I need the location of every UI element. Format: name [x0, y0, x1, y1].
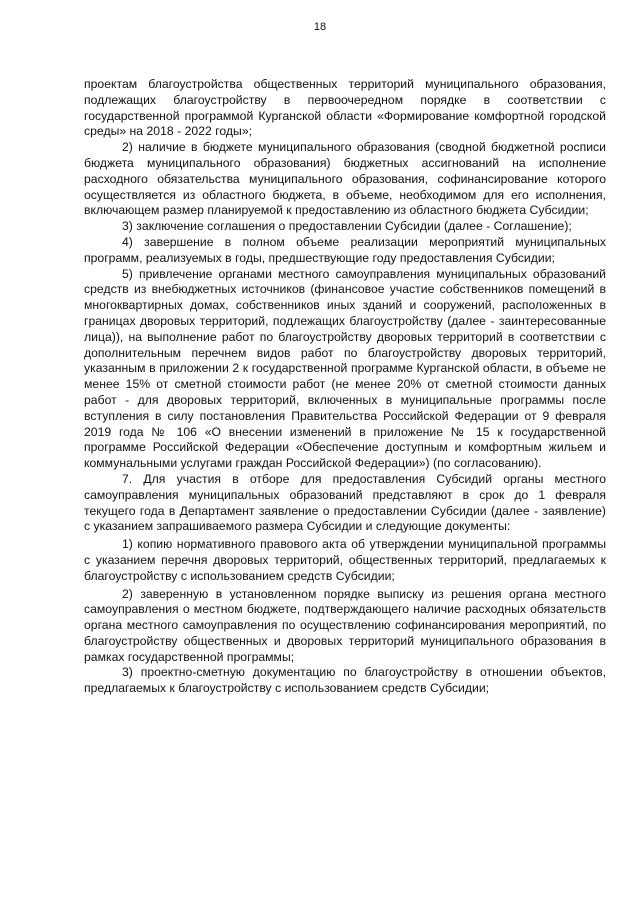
paragraph-doc-3: 3) проектно-сметную документацию по благоустройству в отношении объектов, предлагаемых к благоустройству с использованием средств Субсидии; [84, 665, 606, 696]
paragraph-continuation: проектам благоустройства общественных территорий муниципального образования, подлежащих благоустройству в первоочередном порядке в соответствии с государственной программой Курганской области «Формирование комфортной городской среды» на 2018 - 2022 годы»; [84, 77, 606, 139]
paragraph-item-2: 2) наличие в бюджете муниципального образования (сводной бюджетной росписи бюджета муниципального образования) бюджетных ассигнований на исполнение расходного обязательства муниципального образования, софинансирование которого осуществляется из областного бюджета, в объеме, необходимом для его исполнения, включающем размер планируемой к предоставлению из областного бюджета Субсидии; [84, 140, 606, 218]
document-body [84, 77, 606, 697]
page-number: 18 [313, 21, 327, 33]
paragraph-item-4: 4) завершение в полном объеме реализации мероприятий муниципальных программ, реализуемых в годы, предшествующие году предоставления Субсидии; [84, 234, 606, 265]
paragraph-doc-1: 1) копию нормативного правового акта об утверждении муниципальной программы с указанием перечня дворовых территорий, общественных территорий, предлагаемых к благоустройству с использованием средств Субсидии; [84, 537, 606, 583]
paragraph-doc-2: 2) заверенную в установленном порядке выписку из решения органа местного самоуправления о местном бюджете, подтверждающего наличие расходных обязательств органа местного самоуправления по осуществлению софинансирования мероприятий, по благоустройству общественных и дворовых территорий муниципального образования в рамках государственной программы; [84, 586, 606, 664]
paragraph-item-5: 5) привлечение органами местного самоуправления муниципальных образований средств из внебюджетных источников (финансовое участие собственников помещений в многоквартирных домах, собственников иных зданий и сооружений, расположенных в границах дворовых территорий, подлежащих благоустройству (далее - заинтересованные лица)), на выполнение работ по благоустройству дворовых территорий в соответствии с дополнительным перечнем видов работ по благоустройству дворовых территорий, указанным в приложении 2 к государственной программе Курганской области, в объеме не менее 15% от сметной стоимости работ (не менее 20% от сметной стоимости данных работ - для дворовых территорий, включенных в муниципальные программы после вступления в силу постановления Правительства Российской Федерации от 9 февраля 2019 года № 106 «О внесении изменений в приложение № 15 к государственной программе Российской Федерации «Обеспечение доступным и комфортным жильем и коммунальными услугами граждан Российской Федерации») (по согласованию). [84, 266, 606, 471]
paragraph-section-7: 7. Для участия в отборе для предоставления Субсидий органы местного самоуправления муниципальных образований представляют в срок до 1 февраля текущего года в Департамент заявление о предоставлении Субсидии (далее - заявление) с указанием запрашиваемого размера Субсидии и следующие документы: [84, 471, 606, 534]
paragraph-item-3: 3) заключение соглашения о предоставлении Субсидии (далее - Соглашение); [122, 219, 572, 234]
